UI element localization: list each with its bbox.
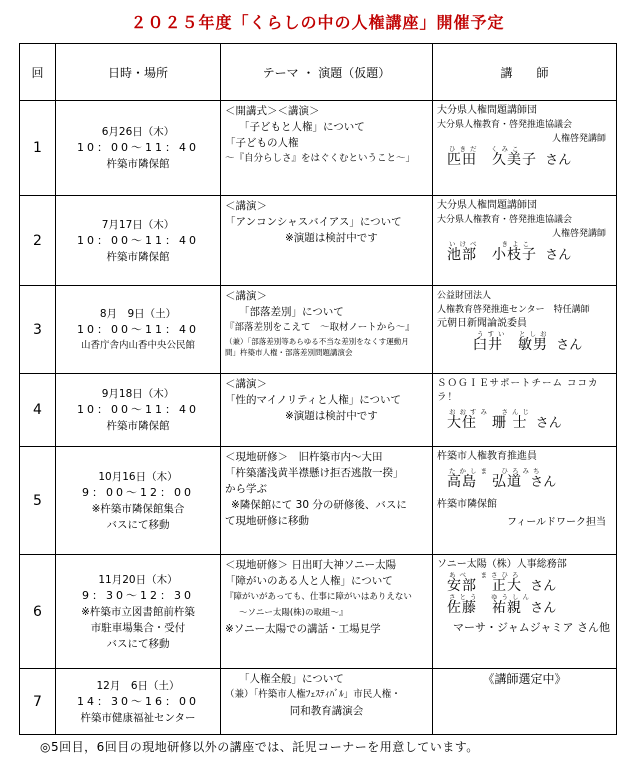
lecturer-org: ソニー太陽（株）人事総務部 [437, 559, 567, 570]
lecturer-name: 大住 珊 士 [447, 415, 528, 431]
lecturer-suffix: さん [535, 416, 562, 431]
session-date: 11月20日（木） [98, 573, 178, 586]
theme-line: ＜現地研修＞ 旧杵築市内～大田 [225, 451, 383, 463]
session-place: 市駐車場集合・受付 [90, 621, 186, 634]
session-lecturer [433, 101, 617, 196]
session-theme [221, 374, 433, 447]
session-number: 1 [20, 101, 56, 196]
session-date: 8月 9日（土） [99, 307, 177, 320]
lecturer-suffix: さん他 [577, 621, 611, 634]
header-num: 回 [20, 44, 56, 101]
lecturer-name-line [437, 620, 612, 635]
session-number: 4 [20, 374, 56, 447]
theme-line: ＜講演＞ [225, 200, 267, 212]
theme-line: から学ぶ [225, 483, 267, 495]
session-place: ※杵築市隣保館集合 [91, 502, 185, 515]
session-theme [221, 101, 433, 196]
lecturer-org: 人権啓発講師 [551, 229, 606, 239]
session-place: ※杵築市立図書館前杵築 [81, 605, 195, 618]
theme-line: 「アンコンシャスバイアス」について [225, 216, 402, 228]
session-number: 6 [20, 555, 56, 669]
theme-line: 『部落差別をこえて ～取材ノートから～』 [225, 322, 415, 333]
table-row [20, 555, 617, 669]
session-number: 7 [20, 669, 56, 735]
session-lecturer [433, 286, 617, 374]
theme-line: ※隣保館にて 30 分の研修後、バスに [231, 499, 407, 511]
theme-line: ＜開講式＞＜講演＞ [225, 105, 320, 117]
lecturer-name-line [437, 601, 612, 616]
lecturer-name: 臼井 敏男 [473, 337, 548, 353]
table-row [20, 447, 617, 555]
theme-line: 『障がいがあっても、仕事に障がいはありえない [225, 592, 412, 602]
theme-line: 「子どもの人権 [225, 137, 299, 149]
lecturer-reading: たかしま ひろみち [449, 467, 544, 475]
session-time: 10：00～11：40 [77, 233, 199, 247]
lecturer-org: 人権啓発講師 [551, 134, 606, 144]
lecturer-suffix: さん [556, 338, 583, 353]
lecturer-name-line [437, 579, 612, 594]
lecturer-reading: さとう ゆうしん [449, 593, 533, 601]
session-date: 9月18日（木） [101, 388, 175, 400]
lecturer-org: 杵築市隣保館 [437, 499, 497, 510]
session-time: 9：30～12：30 [82, 588, 194, 602]
table-row [20, 374, 617, 447]
session-theme [221, 669, 433, 735]
lecturer-org: 大分県人権問題講師団 [437, 105, 537, 116]
session-when [56, 196, 221, 286]
session-time: 10：00～11：40 [77, 322, 199, 336]
lecturer-org: 杵築市人権教育推進員 [437, 451, 537, 462]
session-time: 10：00～11：40 [77, 403, 199, 416]
session-time: 9：00～12：00 [82, 485, 194, 499]
theme-line: 「性的マイノリティと人権」について [225, 394, 401, 406]
session-when [56, 555, 221, 669]
session-lecturer [433, 447, 617, 555]
session-theme [221, 196, 433, 286]
lecturer-suffix: さん [530, 475, 557, 490]
session-place: バスにて移動 [106, 637, 170, 650]
session-number: 3 [20, 286, 56, 374]
session-place: 杵築市隣保館 [106, 420, 170, 432]
footnote: ◎5回目，6回目の現地研修以外の講座では、託児コーナーを用意しています。 [40, 740, 479, 754]
lecturer-reading: いけべ きよこ [449, 240, 533, 248]
session-when [56, 101, 221, 196]
page-title: ２０２５年度「くらしの中の人権講座」開催予定 [130, 13, 505, 32]
session-when [56, 286, 221, 374]
session-place: バスにて移動 [106, 518, 170, 531]
lecturer-name-line [437, 338, 612, 353]
session-place: 杵築市健康福祉センター [80, 711, 196, 724]
header-lecturer: 講 師 [433, 44, 617, 101]
session-when [56, 669, 221, 735]
lecturer-name: 匹田 久美子 [447, 152, 537, 168]
theme-line: 同和教育講演会 [289, 705, 364, 717]
lecturer-reading: うすい としお [477, 330, 551, 338]
session-place: 杵築市隣保館 [106, 250, 170, 263]
session-when [56, 447, 221, 555]
session-theme [221, 555, 433, 669]
lecturer-reading: あべ まさひろ [449, 571, 523, 579]
session-theme [221, 286, 433, 374]
theme-line: ※ソニー太陽での講話・工場見学 [225, 623, 381, 635]
theme-line: ＜講演＞ [225, 290, 267, 302]
session-lecturer [433, 374, 617, 447]
lecturer-org: フィールドワーク担当 [507, 517, 606, 528]
table-row [20, 286, 617, 374]
session-date: 10月16日（木） [98, 470, 178, 483]
session-date: 12月 6日（土） [96, 679, 180, 692]
session-date: 6月26日（木） [101, 126, 175, 138]
lecturer-name-line [437, 153, 612, 168]
lecturer-name: マーサ・ジャムジャミア [453, 621, 574, 634]
theme-line: ＜現地研修＞ 日出町大神ソニー太陽 [225, 559, 397, 571]
lecturer-org: 公益財団法人 [437, 291, 492, 301]
header-theme: テーマ ・ 演題（仮題） [221, 44, 433, 101]
lecturer-org: 大分県人権教育・啓発推進協議会 [437, 120, 573, 130]
theme-line: 「人権全般」について [239, 673, 344, 685]
lecturer-org: 大分県人権問題講師団 [437, 200, 537, 211]
lecturer-name-line [437, 475, 612, 490]
session-lecturer [433, 196, 617, 286]
schedule-table [19, 43, 617, 735]
lecturer-name: 安部 正大 [447, 578, 522, 594]
table-row [20, 669, 617, 735]
session-place: 山香庁舎内山香中央公民館 [80, 339, 195, 351]
lecturer-suffix: さん [545, 153, 572, 168]
lecturer-org: 人権教育啓発推進センター 特任講師 [437, 305, 590, 315]
theme-line: ※演題は検討中です [285, 232, 378, 244]
lecturer-name: 佐藤 祐親 [447, 600, 522, 616]
lecturer-org: 元朝日新聞論説委員 [437, 318, 527, 329]
session-number: 5 [20, 447, 56, 555]
theme-line: 「部落差別」について [239, 306, 344, 318]
lecturer-tbd: 《講師選定中》 [482, 672, 567, 686]
lecturer-suffix: さん [530, 579, 557, 594]
lecturer-org: ＳＯＧＩＥサポートチーム ココカラ！ [437, 378, 599, 403]
theme-line: 「障がいのある人と人権」について [225, 575, 393, 587]
lecturer-suffix: さん [530, 601, 557, 616]
session-theme [221, 447, 433, 555]
table-row [20, 101, 617, 196]
session-lecturer [433, 555, 617, 669]
session-date: 7月17日（木） [101, 218, 175, 231]
header-row [20, 44, 617, 101]
lecturer-suffix: さん [545, 248, 572, 263]
session-time: 14：30～16：00 [77, 694, 199, 708]
session-lecturer [433, 669, 617, 735]
lecturer-name-line [437, 248, 612, 263]
theme-line: ＜講演＞ [225, 378, 267, 390]
session-place: 杵築市隣保館 [106, 158, 170, 170]
lecturer-name: 高島 弘道 [447, 474, 522, 490]
theme-line: 間」杵築市人権・部落差別問題講演会 [225, 348, 353, 357]
theme-line: （兼）「杵築市人権ﾌｪｽﾃｨﾊﾞﾙ」市民人権・ [225, 689, 401, 700]
theme-line: 「杵築藩浅黄半襟懸け拒否逃散一揆」 [225, 467, 404, 479]
lecturer-name-line [437, 416, 612, 431]
theme-line: て現地研修に移動 [225, 515, 309, 527]
lecturer-reading: ひきだ くみこ [449, 145, 523, 153]
lecturer-name: 池部 小枝子 [447, 247, 537, 263]
lecturer-org: 大分県人権教育・啓発推進協議会 [437, 215, 573, 225]
lecturer-reading: おおすみ さんじ [449, 408, 533, 416]
theme-line: ※演題は検討中です [285, 410, 378, 422]
theme-line: ～ソニー太陽(株)の取組～』 [239, 608, 348, 618]
header-when: 日時・場所 [56, 44, 221, 101]
session-number: 2 [20, 196, 56, 286]
table-row [20, 196, 617, 286]
session-time: 10：00～11：40 [77, 141, 199, 154]
session-when [56, 374, 221, 447]
theme-line: （兼）「部落差別等あらゆる不当な差別をなくす運動月 [225, 337, 409, 346]
theme-line: ～『自分らしさ』をはぐくむということ～」 [225, 153, 416, 164]
theme-line: 「子どもと人権」について [239, 121, 365, 133]
